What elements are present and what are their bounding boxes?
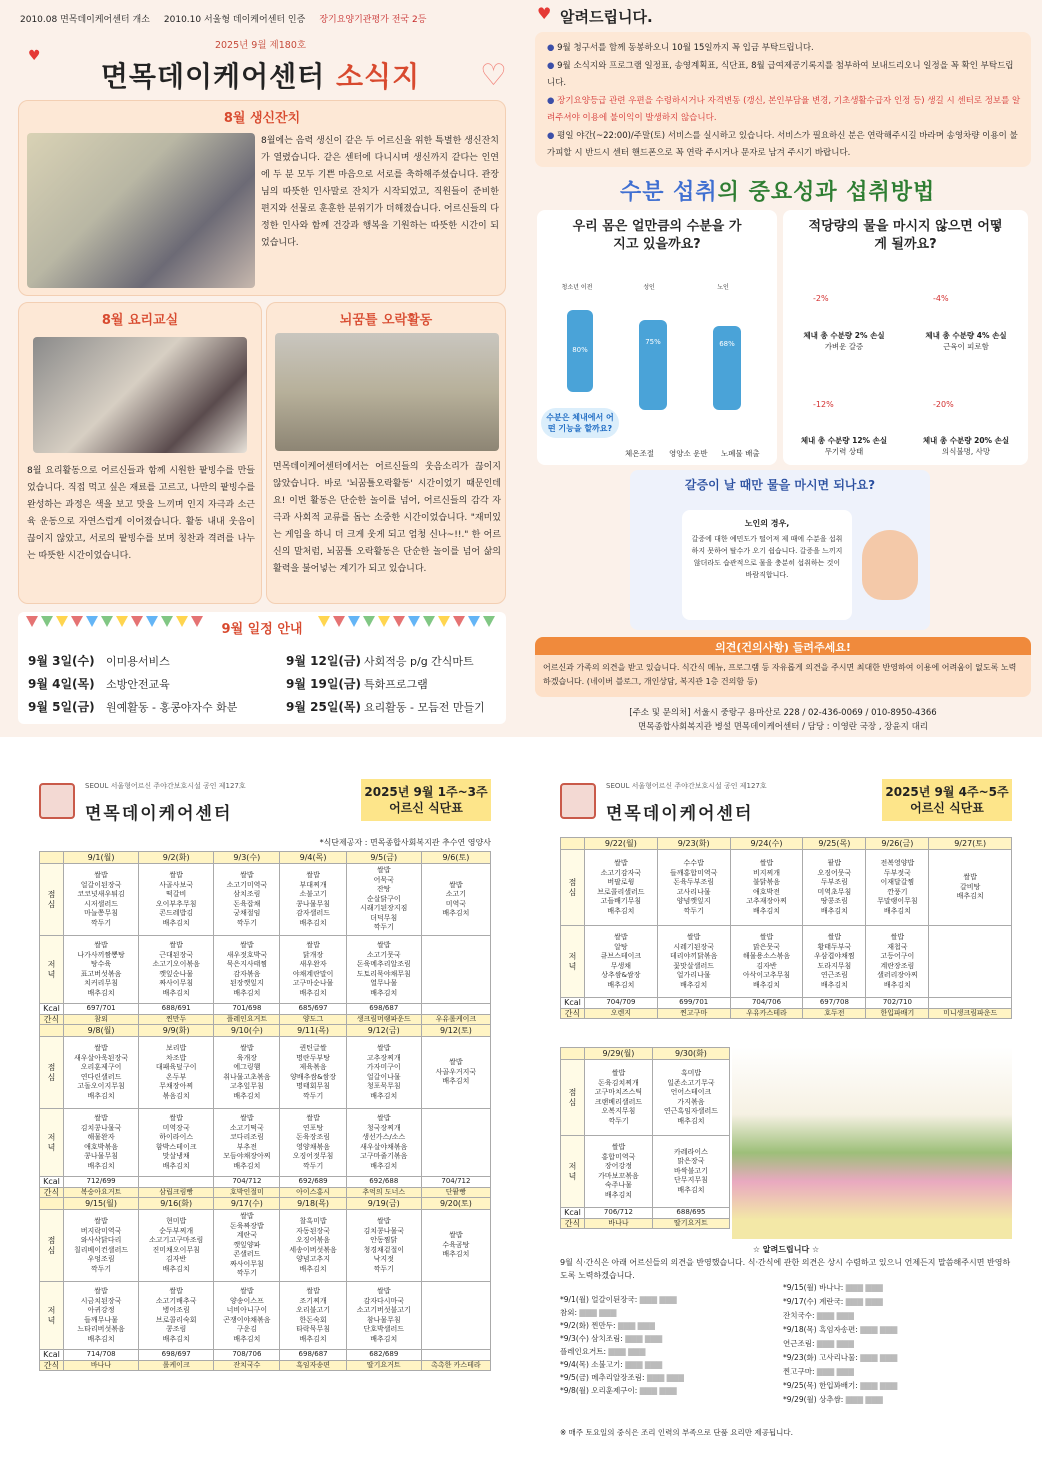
day-header: 9/12(금) <box>346 1025 421 1037</box>
lunch-cell: 쌀밥 부대찌개 소불고기 콩나물무침 감자샐러드 배추김치 <box>280 864 346 936</box>
lunch-cell: 쌀밥 육개장 에그링햄 취나물고초볶음 고추잎무침 배추김치 <box>214 1037 280 1109</box>
snack-cell: 추억의 도너스 <box>346 1187 421 1198</box>
opinion-title: 의견(건의사항) 들려주세요! <box>715 641 851 654</box>
snack-cell: 아이스홍시 <box>280 1187 346 1198</box>
notice-list-right <box>783 1281 1012 1407</box>
snack-cell: 롤케이크 <box>139 1360 214 1371</box>
notice-entry: *9/1(월) 얼갈이된장국: ▇▇▇ ▇▇▇ <box>560 1295 677 1304</box>
age-label: 노인 <box>717 284 729 291</box>
day-header: 9/27(토) <box>929 838 1012 850</box>
corner-cell <box>561 1048 585 1060</box>
kcal-cell <box>929 998 1012 1009</box>
dehydration-card <box>783 210 1028 465</box>
notice-list-left <box>560 1293 780 1397</box>
meal-label: 저 녁 <box>561 926 585 998</box>
kcal-cell: 712/699 <box>64 1177 139 1188</box>
notice-item: ● 9월 청구서를 함께 동봉하오니 10월 15일까지 꼭 입금 부탁드립니다. <box>547 43 814 53</box>
menu-week: 2025년 9월 1주~3주 어르신 식단표 <box>361 779 491 821</box>
dinner-cell <box>421 1109 490 1177</box>
lunch-cell: 찰흑미밥 자동된장국 오징어볶음 세송이버섯볶음 양념고추지 배추김치 <box>280 1210 346 1282</box>
day-header: 9/20(토) <box>421 1198 490 1210</box>
kcal-cell <box>421 1350 490 1361</box>
dinner-cell: 쌀밥 감자다시마국 소고기버섯불고기 참나물무침 단호박샐러드 배추김치 <box>346 1282 421 1350</box>
schedule-item: 9월 25일(목) 요리활동 - 모듬전 만들기 <box>286 700 485 714</box>
meal-label: 점 심 <box>561 1060 585 1136</box>
lunch-cell: 쌀밥 새우살아욱된장국 오리훈제구이 연다린샐러드 고돌오이지무침 배추김치 <box>64 1037 139 1109</box>
water-role: 영양소 운반 <box>669 449 708 458</box>
dinner-cell: 쌀밥 소고기배추국 병어조림 브로콜리숙회 콩조림 배추김치 <box>139 1282 214 1350</box>
day-header: 9/1(월) <box>64 852 139 864</box>
snack-cell: 복숭아요거트 <box>64 1187 139 1198</box>
newsletter-title <box>0 55 521 95</box>
bunting-decoration <box>26 616 203 630</box>
kcal-label: Kcal <box>40 1004 64 1015</box>
brain-text: 면목데이케어센터에서는 어르신들의 웃음소리가 끊이지 않았습니다. 바로 '뇌꿈틀오락활동' 시간이었기 때문인데요! 이번 활동은 단순한 놀이를 넘어, 어르신들의 감각 자극과 사회적 교류를 돕는 소중한 시간이었습니다. "재미있는 게임을 하니 더 크게 웃게 되고 엄청 신나~!!." 한 어르신의 말처럼, 뇌꿈틀 오락활동은 단순한 놀이를 넘어 삶의 활력을 불어넣는 계기가 되고 있습니다. <box>273 462 501 574</box>
snack-label: 간식 <box>40 1014 64 1025</box>
heart-icon: ♥ <box>537 4 552 23</box>
day-header: 9/19(금) <box>346 1198 421 1210</box>
opinion-text: 어르신과 가족의 의견을 받고 있습니다. 식간식 메뉴, 프로그램 등 자유롭게 의견을 주시면 최대한 반영하여 이용에 어려움이 없도록 노력하겠습니다. (네이버 블로그, 개인상담, 복지관 1층 건의함 등) <box>543 663 1017 686</box>
cooking-title: 8월 요리교실 <box>101 313 179 328</box>
notice-title: 알려드립니다. <box>560 8 653 26</box>
meal-label: 저 녁 <box>40 936 64 1004</box>
snack-cell: 흑임자송편 <box>280 1360 346 1371</box>
menu-certification: SEOUL 서울형어르신 주야간보호시설 공인 제127호 <box>85 782 246 790</box>
meal-label: 점 심 <box>561 850 585 926</box>
schedule-item: 9월 4일(목) 소방안전교육 <box>28 677 170 691</box>
menu-table <box>560 837 1012 1019</box>
water-role: 체온조절 <box>625 449 654 458</box>
lunch-cell: 보리밥 차조밥 대패육덮구이 온두부 무채장아찌 볶음김치 <box>139 1037 214 1109</box>
heart-icon: ♡ <box>480 58 507 93</box>
award-item: 2010.08 면목데이케어센터 개소 <box>20 15 150 25</box>
dinner-cell: 쌀밥 청국장찌개 생선가스/소스 새우살야채볶음 고구마줄기볶음 배추김치 <box>346 1109 421 1177</box>
opinion-box <box>535 637 1031 697</box>
kcal-cell: 706/712 <box>585 1208 653 1219</box>
loss-label: 체내 총 수분량 20% 손실 의식불명, 사망 <box>922 436 1010 456</box>
schedule-item: 9월 19일(금) 특화프로그램 <box>286 677 428 691</box>
notice-entry: *9/15(월) 바나나: ▇▇▇ ▇▇▇ <box>783 1283 883 1292</box>
corner-cell <box>40 852 64 864</box>
dinner-cell <box>929 926 1012 998</box>
schedule-box <box>18 612 506 724</box>
kcal-cell: 701/698 <box>214 1004 280 1015</box>
menu-certification: SEOUL 서울형어르신 주야간보호시설 공인 제127호 <box>606 782 767 790</box>
snack-cell: 호두전 <box>803 1008 866 1019</box>
loss-label: 체내 총 수분량 4% 손실 근육이 피로함 <box>925 331 1007 351</box>
thirst-question: 갈증이 날 때만 물을 마시면 되나요? <box>684 478 876 492</box>
lunch-cell: 흑미밥 일존소고기무국 언어스테이크 가지볶음 연근흑임자샐러드 배추김치 <box>652 1060 729 1136</box>
spring-landscape-illustration <box>732 1047 1012 1239</box>
snack-cell: 플레인요거트 <box>214 1014 280 1025</box>
notice-entry: *9/4(목) 소불고기: ▇▇▇ ▇▇▇ <box>560 1360 663 1369</box>
dinner-cell: 쌀밥 김치콩나물국 해물완자 애호박볶음 콩나물무침 배추김치 <box>64 1109 139 1177</box>
dinner-cell: 쌀밥 닭개장 새우완자 야채계란말이 고구마순나물 배추김치 <box>280 936 346 1004</box>
snack-cell: 단팥빵 <box>421 1187 490 1198</box>
kcal-cell <box>421 1004 490 1015</box>
notice-entry: *9/25(목) 한입꽈배기: ▇▇▇ ▇▇▇ <box>783 1381 898 1390</box>
snack-label: 간식 <box>561 1218 585 1229</box>
day-header: 9/25(목) <box>803 838 866 850</box>
menu-org-name: 면목데이케어센터 <box>606 804 754 824</box>
notice-entry: *9/29(월) 상추쌈: ▇▇▇ ▇▇▇ <box>783 1395 883 1404</box>
birthday-text: 8월에는 음력 생신이 같은 두 어르신을 위한 특별한 생신잔치가 열렸습니다. 같은 센터에 다니시며 생신까지 같다는 인연에 두 분 모두 기쁜 마음으로 서로를 축하해주셨습니다. 관장님의 따뜻한 인사말로 잔치가 시작되었고, 직원들이 준비한 편지와 선물로 훈훈한 분위기가 더해졌습니다. 어르신들의 다정한 인사와 함께 건강과 행복을 기원하는 따뜻한 시간이 되었습니다. <box>261 136 499 248</box>
kcal-cell: 688/691 <box>139 1004 214 1015</box>
day-header: 9/17(수) <box>214 1198 280 1210</box>
award-list <box>0 0 521 25</box>
menu-footnote: ※ 매주 토요일의 중식은 조리 인력의 부족으로 단품 요리만 제공됩니다. <box>560 1428 793 1437</box>
dinner-cell: 카레라이스 맑은장국 바싹불고기 단무지무침 배추김치 <box>652 1136 729 1208</box>
corner-cell <box>40 1198 64 1210</box>
snack-cell: 한입파배기 <box>866 1008 929 1019</box>
day-header: 9/26(금) <box>866 838 929 850</box>
age-label: 청소년 이전 <box>561 284 593 291</box>
age-label: 성인 <box>643 284 655 291</box>
loss-pct: -2% <box>813 294 829 303</box>
day-header: 9/15(월) <box>64 1198 139 1210</box>
day-header: 9/8(월) <box>64 1025 139 1037</box>
water-level-adult <box>639 320 667 410</box>
kcal-cell: 698/697 <box>139 1350 214 1361</box>
award-item: 2010.10 서울형 데이케어센터 인증 <box>163 15 306 25</box>
notice-entry: *9/8(월) 오리훈제구이: ▇▇▇ ▇▇▇ <box>560 1386 677 1395</box>
day-header: 9/2(화) <box>139 852 214 864</box>
kcal-cell: 688/695 <box>652 1208 729 1219</box>
notice-entry: 참외: ▇▇▇ ▇▇▇ <box>560 1308 617 1317</box>
birthday-title: 8월 생신잔치 <box>223 111 301 126</box>
dinner-cell: 쌀밥 나가사끼짬뽕탕 탕수육 표고버섯볶음 치커리무침 배추김치 <box>64 936 139 1004</box>
meal-label: 점 심 <box>40 1210 64 1282</box>
contact-info: [주소 및 문의처] 서울시 중랑구 용마산로 228 / 02-436-0069 / 010-8950-4366 면목종합사회복지관 병설 면목데이케어센터 / 담당 : 이영란 국장 , 장윤지 대리 <box>629 708 937 732</box>
kcal-label: Kcal <box>561 998 585 1009</box>
lunch-cell: 쌀밥 돈육짜장밥 계란국 깻잎양파 콘샐러드 짜사이무침 깍두기 <box>214 1210 280 1282</box>
bunting-decoration <box>318 616 495 630</box>
day-header: 9/9(화) <box>139 1025 214 1037</box>
lunch-cell: 전복영양밥 두부젓국 이재달갈찜 깐풍기 무말랭이무침 배추김치 <box>866 850 929 926</box>
kcal-cell: 704/709 <box>585 998 658 1009</box>
dinner-cell: 쌀밥 알탕 큐브스테이크 무생채 상추쌈&쌈장 배추김치 <box>585 926 658 998</box>
dinner-cell: 쌀밥 양송이스프 너비아니구이 곤쟁이야채볶음 구운김 배추김치 <box>214 1282 280 1350</box>
corner-cell <box>40 1025 64 1037</box>
dinner-cell <box>421 1282 490 1350</box>
lunch-cell: 쌀밥 비지찌개 불닭볶음 애호박전 고추재장아찌 배추김치 <box>730 850 803 926</box>
snack-cell: 호박인절미 <box>214 1187 280 1198</box>
dinner-cell: 쌀밥 근대된장국 소고기오이볶음 깻잎순나물 짜사이무침 배추김치 <box>139 936 214 1004</box>
notice-entry: 플레인요거트: ▇▇▇ ▇▇▇ <box>560 1347 646 1356</box>
lunch-cell: 쌀밥 고추장찌개 가자미구이 얼갈이나물 청포묵무침 배추김치 <box>346 1037 421 1109</box>
snack-cell: 바나나 <box>585 1218 653 1229</box>
snack-cell: 참외 <box>64 1014 139 1025</box>
snack-label: 간식 <box>561 1008 585 1019</box>
day-header: 9/3(수) <box>214 852 280 864</box>
menu-header <box>560 777 1012 823</box>
water-section-title: 수분 섭취의 중요성과 섭취방법 <box>620 180 936 205</box>
kcal-cell: 704/712 <box>421 1177 490 1188</box>
lunch-cell: 팥밥 오징어뭇국 두부조림 미역초무침 땅콩조림 배추김치 <box>803 850 866 926</box>
notice-item: ● 장기요양등급 관련 우편을 수령하시거나 자격변동 (갱신, 본인부담율 변경, 기초생활수급자 인정 등) 생길 시 센터로 정보를 알려주셔야 이용에 불이익이 발생하지 않습니다. <box>547 95 1021 123</box>
water-level-elder <box>713 326 741 410</box>
snack-cell: 잔치국수 <box>214 1360 280 1371</box>
menu-table <box>560 1047 730 1229</box>
dinner-cell <box>421 936 490 1004</box>
kcal-label: Kcal <box>40 1350 64 1361</box>
menu-notice: ☆ 알려드립니다 ☆ 9월 식·간식은 아래 어르신들의 의견을 반영했습니다. 식·간식에 관한 의견은 상시 수렴하고 있으니 언제든지 말씀해주시면 반영하도록 노력하겠습니다. <box>560 1245 1011 1280</box>
notice-item: ● 평일 야간(~22:00)/주말(토) 서비스를 실시하고 있습니다. 서비스가 필요하신 분은 연락해주시길 바라며 송영차량 이용이 불가피할 시 반드시 센터 핸드폰으로 꼭 연락 주시거나 문자로 남겨 주시기 바랍니다. <box>547 130 1018 158</box>
dinner-cell: 쌀밥 재첩국 고등어구이 계란장조림 샐러리장아찌 배추김치 <box>866 926 929 998</box>
day-header: 9/5(금) <box>346 852 421 864</box>
kcal-cell: 704/706 <box>730 998 803 1009</box>
kcal-cell: 698/687 <box>346 1004 421 1015</box>
snack-cell: 미니생크림파운드 <box>929 1008 1012 1019</box>
menu-page-2 <box>521 737 1042 1474</box>
brain-title: 뇌꿈틀 오락활동 <box>339 313 433 328</box>
day-header: 9/6(토) <box>421 852 490 864</box>
lunch-cell: 쌀밥 수육곰탕 배추김치 <box>421 1210 490 1282</box>
kcal-cell: 692/689 <box>280 1177 346 1188</box>
kcal-cell: 697/701 <box>64 1004 139 1015</box>
newsletter-page-1 <box>0 0 521 737</box>
notice-entry: *9/18(목) 흑임자송편: ▇▇▇ ▇▇▇ <box>783 1325 898 1334</box>
elder-advice: 노인의 경우, 갈증에 대한 예민도가 떨어져 제 때에 수분을 섭취하지 못하여 탈수가 오기 쉽습니다. 갈증을 느끼지 않더라도 습관적으로 물을 충분히 섭취하는 것이 바람직합니다. <box>682 510 852 620</box>
notice-entry: 잔치국수: ▇▇▇ ▇▇▇ <box>783 1311 854 1320</box>
notice-entry: *9/5(금) 메추리알장조림: ▇▇▇ ▇▇▇ <box>560 1373 684 1382</box>
notice-item: ● 9월 소식지와 프로그램 일정표, 송영계획표, 식단표, 8월 급여제공기록지를 첨부하여 보내드리오니 일정을 꼭 확인 부탁드립니다. <box>547 60 1014 88</box>
birthday-card <box>18 100 506 296</box>
dinner-cell: 쌀밥 연포탕 돈육장조림 영양채볶음 오징어젓무침 깍두기 <box>280 1109 346 1177</box>
notice-entry: 연근조림: ▇▇▇ ▇▇▇ <box>783 1339 854 1348</box>
body-water-question: 우리 몸은 얼만큼의 수분을 가지고 있을까요? <box>572 219 742 252</box>
menu-supplier: *식단제공자 : 면목종합사회복지관 추수연 영양사 <box>319 838 491 847</box>
grandmother-illustration <box>862 530 918 600</box>
lunch-cell: 쌀밥 돈육김치찌개 고구마치즈스틱 크랜베리샐러드 오복지무침 깍두기 <box>585 1060 653 1136</box>
snack-cell: 생크림머랭파운드 <box>346 1014 421 1025</box>
water-role: 노폐물 배출 <box>721 449 760 458</box>
notice-box <box>535 32 1031 167</box>
lunch-cell: 쌀밥 버지락미역국 와사삭닭다리 칠리베이컨샐러드 우엉조림 깍두기 <box>64 1210 139 1282</box>
menu-table <box>39 851 491 1371</box>
water-pct: 75% <box>645 338 661 346</box>
loss-pct: -4% <box>933 294 949 303</box>
lunch-cell: 쌀밥 소고기감자국 버팔로윙 브로콜리샐러드 고들배기무침 배추김치 <box>585 850 658 926</box>
schedule-item: 9월 12일(금) 사회적응 p/g 간식마트 <box>286 654 474 668</box>
kcal-cell: 699/701 <box>657 998 730 1009</box>
snack-cell: 찐만두 <box>139 1014 214 1025</box>
dinner-cell: 쌀밥 시금치된장국 아귀강정 들깨무나물 느타리버섯볶음 배추김치 <box>64 1282 139 1350</box>
day-header: 9/4(목) <box>280 852 346 864</box>
menu-org-name: 면목데이케어센터 <box>85 804 233 824</box>
kcal-cell: 708/706 <box>214 1350 280 1361</box>
meal-label: 저 녁 <box>40 1109 64 1177</box>
body-water-card <box>537 210 777 465</box>
notice-entry: *9/23(화) 고사리나물: ▇▇▇ ▇▇▇ <box>783 1353 898 1362</box>
cooking-text: 8월 요리활동으로 어르신들과 함께 시원한 팥빙수를 만들었습니다. 직접 먹고 싶은 재료를 고르고, 나만의 팥빙수를 완성하는 과정은 색을 보고 맛을 느끼며 인지 자극과 소근육 운동으로 자연스럽게 이어졌습니다. 활동 내내 웃음이 끊이지 않았고, 서로의 팥빙수를 보며 칭찬과 격려를 나누는 따뜻한 시간이었습니다. <box>27 466 255 561</box>
brain-photo <box>275 333 499 451</box>
award-item: 장기요양기관평가 전국 2등 <box>319 15 427 25</box>
notice-entry: *9/3(수) 삼치조림: ▇▇▇ ▇▇▇ <box>560 1334 663 1343</box>
lunch-cell: 쌀밥 사골우거지국 배추김치 <box>421 1037 490 1109</box>
snack-cell: 삼립크림빵 <box>139 1187 214 1198</box>
meal-label: 점 심 <box>40 864 64 936</box>
snack-label: 간식 <box>40 1187 64 1198</box>
menu-page-1 <box>0 737 521 1474</box>
day-header: 9/18(목) <box>280 1198 346 1210</box>
lunch-cell: 수수밥 들깨홍합미역국 돈육두부조림 고사리나물 양념깻잎지 깍두기 <box>657 850 730 926</box>
snack-cell: 우유카스테라 <box>730 1008 803 1019</box>
kcal-label: Kcal <box>40 1177 64 1188</box>
lunch-cell: 현미밥 순두부찌개 소고기고구마조림 진미채오이무침 김자반 배추김치 <box>139 1210 214 1282</box>
snack-cell: 오렌지 <box>585 1008 658 1019</box>
kcal-cell: 714/708 <box>64 1350 139 1361</box>
lunch-cell: 퀸틴글쌀 명란두부탕 제육볶음 양배추쌈&쌈장 명태회무침 깍두기 <box>280 1037 346 1109</box>
day-header: 9/24(수) <box>730 838 803 850</box>
meal-label: 점 심 <box>40 1037 64 1109</box>
day-header: 9/12(토) <box>421 1025 490 1037</box>
center-logo-icon <box>39 783 75 819</box>
day-header: 9/11(목) <box>280 1025 346 1037</box>
meal-label: 저 녁 <box>40 1282 64 1350</box>
day-header: 9/10(수) <box>214 1025 280 1037</box>
dinner-cell: 쌀밥 시레기된장국 데리야끼닭볶음 꽃맛살샐러드 얼가리나물 배추김치 <box>657 926 730 998</box>
notice-entry: 찐고구마: ▇▇▇ ▇▇▇ <box>783 1367 854 1376</box>
kcal-cell: 692/688 <box>346 1177 421 1188</box>
day-header: 9/30(화) <box>652 1048 729 1060</box>
day-header: 9/29(월) <box>585 1048 653 1060</box>
snack-cell: 딸기요거트 <box>652 1218 729 1229</box>
lunch-cell: 쌀밥 얼갈이된장국 코코넛새우튀김 시저샐러드 마늘쫑무침 깍두기 <box>64 864 139 936</box>
day-header: 9/23(화) <box>657 838 730 850</box>
water-role-question: 수분은 체내에서 어떤 기능을 할까요? <box>541 408 619 438</box>
center-logo-icon <box>560 783 596 819</box>
schedule-item: 9월 5일(금) 원예활동 - 홍콩야자수 화분 <box>28 700 238 714</box>
lunch-cell: 쌀밥 소고기미역국 삼치조림 돈육잡채 궁채절임 깍두기 <box>214 864 280 936</box>
lunch-cell: 쌀밥 소고기 미역국 배추김치 <box>421 864 490 936</box>
loss-pct: -12% <box>813 400 834 409</box>
water-pct: 80% <box>572 346 588 354</box>
kcal-label: Kcal <box>561 1208 585 1219</box>
kcal-cell: 685/697 <box>280 1004 346 1015</box>
dinner-cell: 쌀밥 새우젓호박국 묵은지사태찜 감자볶음 된장깻잎지 배추김치 <box>214 936 280 1004</box>
dinner-cell: 쌀밥 소고기뭇국 돈육메추리알조림 도토리묵야채무침 열무나물 배추김치 <box>346 936 421 1004</box>
notice-entry: *9/17(수) 계란국: ▇▇▇ ▇▇▇ <box>783 1297 883 1306</box>
notice-entry: *9/2(화) 찐만두: ▇▇▇ ▇▇▇ <box>560 1321 655 1330</box>
dinner-cell: 쌀밥 조기찌개 오리불고기 한돈숙회 타락묵무침 배추김치 <box>280 1282 346 1350</box>
water-pct: 68% <box>719 340 735 348</box>
brain-card <box>266 302 506 604</box>
kcal-cell: 704/712 <box>214 1177 280 1188</box>
dinner-cell: 쌀밥 홍합미역국 장어강정 가마보꼬볶음 숙주나물 배추김치 <box>585 1136 653 1208</box>
heart-icon: ♥ <box>28 48 41 64</box>
kcal-cell: 697/708 <box>803 998 866 1009</box>
kcal-cell: 682/689 <box>346 1350 421 1361</box>
snack-cell: 바나나 <box>64 1360 139 1371</box>
dinner-cell: 쌀밥 황태두부국 우삼겹야채찜 도라지무침 연근조림 배추김치 <box>803 926 866 998</box>
loss-label: 체내 총 수분량 2% 손실 가벼운 갈증 <box>803 331 885 351</box>
snack-label: 간식 <box>40 1360 64 1371</box>
meal-label: 저 녁 <box>561 1136 585 1208</box>
snack-cell: 찐고구마 <box>657 1008 730 1019</box>
dinner-cell: 쌀밥 미역장국 하이라이스 함박스테이크 맛살냉채 배추김치 <box>139 1109 214 1177</box>
loss-pct: -20% <box>933 400 954 409</box>
thirst-card <box>630 470 930 630</box>
day-header: 9/16(화) <box>139 1198 214 1210</box>
menu-header <box>39 777 491 823</box>
corner-cell <box>561 838 585 850</box>
snack-cell: 딸기요거트 <box>346 1360 421 1371</box>
menu-week: 2025년 9월 4주~5주 어르신 식단표 <box>882 779 1012 821</box>
schedule-item: 9월 3일(수) 이미용서비스 <box>28 654 170 668</box>
snack-cell: 양도그 <box>280 1014 346 1025</box>
kcal-cell <box>139 1177 214 1188</box>
lunch-cell: 쌀밥 갈비탕 배추김치 <box>929 850 1012 926</box>
loss-label: 체내 총 수분량 12% 손실 무기력 상태 <box>800 436 888 456</box>
cooking-photo <box>33 337 247 453</box>
kcal-cell: 698/687 <box>280 1350 346 1361</box>
cooking-card <box>18 302 262 604</box>
snack-cell: 촉촉한 카스테라 <box>421 1360 490 1371</box>
dinner-cell: 쌀밥 맑은뭇국 해물용소스볶음 김자반 아삭이고추무침 배추김치 <box>730 926 803 998</box>
snack-cell: 우유롤케이크 <box>421 1014 490 1025</box>
lunch-cell: 쌀밥 김치콩나물국 안동찜닭 청경채겉절이 낙지젓 깍두기 <box>346 1210 421 1282</box>
schedule-title: 9월 일정 안내 <box>221 622 303 637</box>
lunch-cell: 쌀밥 사골사보국 떡갈비 오이부추무침 콘드레밥김 배추김치 <box>139 864 214 936</box>
lunch-cell: 쌀밥 어묵국 잔탕 순살닭구이 시래기된장지짐 더덕무침 깍두기 <box>346 864 421 936</box>
title-accent: 소식지 <box>335 60 421 93</box>
dinner-cell: 쌀밥 소고기떡국 코다리조림 부추전 모듬야채장아찌 배추김치 <box>214 1109 280 1177</box>
issue-number: 2025년 9월 제180호 <box>214 40 307 51</box>
title-main: 면목데이케어센터 <box>100 60 326 93</box>
dehydration-question: 적당량의 물을 마시지 않으면 어떻게 될까요? <box>808 219 1003 252</box>
birthday-photo <box>27 133 255 288</box>
day-header: 9/22(월) <box>585 838 658 850</box>
kcal-cell: 702/710 <box>866 998 929 1009</box>
